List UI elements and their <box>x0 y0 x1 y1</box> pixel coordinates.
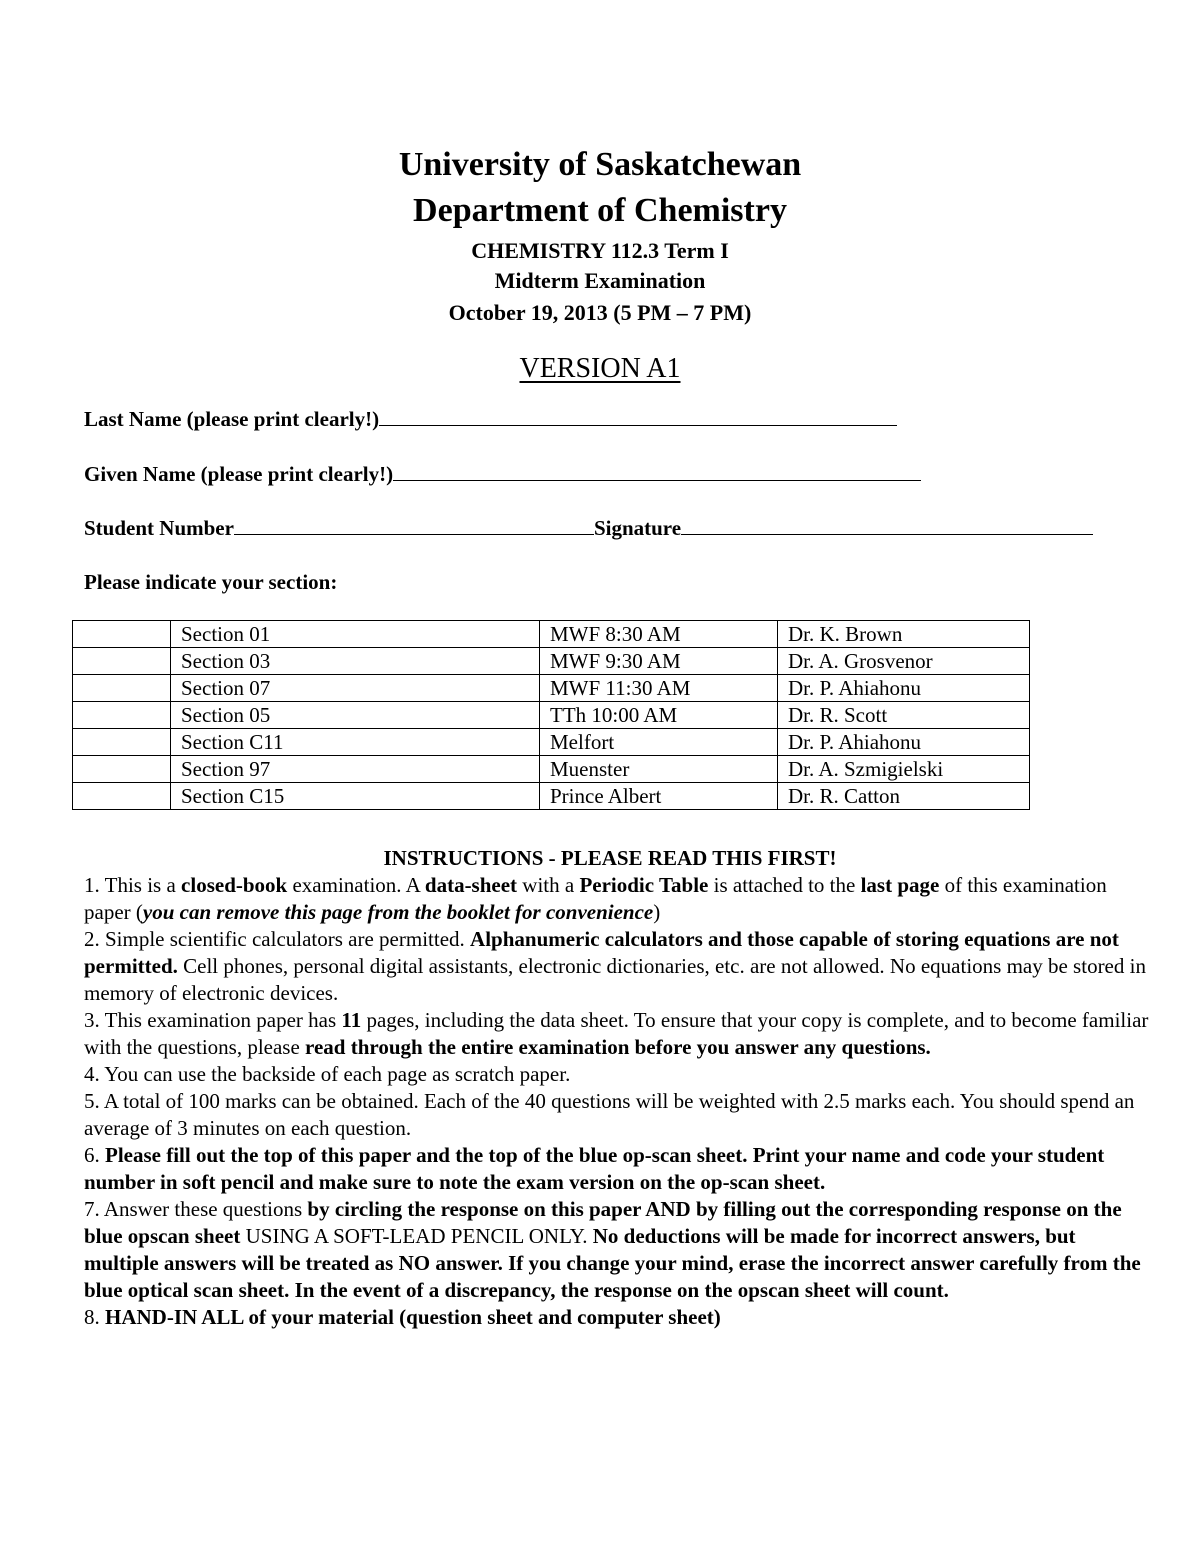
instructor-cell: Dr. A. Szmigielski <box>778 756 1030 783</box>
student-number-line[interactable] <box>234 514 594 535</box>
section-cell: Section 03 <box>171 648 540 675</box>
table-row <box>73 783 1030 810</box>
instructions-list <box>84 872 1154 1331</box>
signature-label: Signature <box>593 516 682 540</box>
last-name-field[interactable] <box>84 405 897 433</box>
time-cell: Muenster <box>540 756 778 783</box>
student-number-field[interactable] <box>84 514 1093 542</box>
student-number-label: Student Number <box>84 516 234 540</box>
instructor-cell: Dr. A. Grosvenor <box>778 648 1030 675</box>
table-row <box>73 675 1030 702</box>
instructor-cell: Dr. P. Ahiahonu <box>778 729 1030 756</box>
department-title: Department of Chemistry <box>413 192 787 229</box>
time-cell: Melfort <box>540 729 778 756</box>
given-name-label: Given Name (please print clearly!) <box>84 462 394 486</box>
version-text: VERSION A1 <box>519 353 681 384</box>
section-cell: Section 97 <box>171 756 540 783</box>
section-table <box>72 620 1030 810</box>
last-name-line[interactable] <box>379 405 897 426</box>
section-checkbox-cell[interactable] <box>73 783 171 810</box>
section-checkbox-cell[interactable] <box>73 675 171 702</box>
instruction-item-2: 2. Simple scientific calculators are permitted. Alphanumeric calculators and those capable of storing equations are not permitted. Cell phones, personal digital assistants, electronic dictionaries, etc. are not allowed. No equations may be stored in memory of electronic devices. <box>84 927 1146 1005</box>
course-title: CHEMISTRY 112.3 Term I <box>471 238 729 263</box>
section-checkbox-cell[interactable] <box>73 729 171 756</box>
version-label <box>0 350 1200 388</box>
table-row <box>73 756 1030 783</box>
time-cell: MWF 9:30 AM <box>540 648 778 675</box>
given-name-line[interactable] <box>393 460 921 481</box>
section-cell: Section C11 <box>171 729 540 756</box>
table-row <box>73 702 1030 729</box>
last-name-label: Last Name (please print clearly!) <box>84 407 380 431</box>
section-prompt: Please indicate your section: <box>84 570 338 594</box>
time-cell: MWF 11:30 AM <box>540 675 778 702</box>
instructor-cell: Dr. R. Scott <box>778 702 1030 729</box>
section-cell: Section 05 <box>171 702 540 729</box>
instruction-item-1: 1. This is a closed-book examination. A data-sheet with a Periodic Table is attached to the last page of this examination paper (you can remove this page from the booklet for convenience) <box>84 873 1107 924</box>
instruction-item-8: 8. HAND-IN ALL of your material (question sheet and computer sheet) <box>84 1305 721 1329</box>
table-row <box>73 729 1030 756</box>
instruction-item-3: 3. This examination paper has 11 pages, including the data sheet. To ensure that your copy is complete, and to become familiar with the questions, please read through the entire examination before you answer any questions. <box>84 1008 1149 1059</box>
section-cell: Section 01 <box>171 621 540 648</box>
section-cell: Section 07 <box>171 675 540 702</box>
section-checkbox-cell[interactable] <box>73 756 171 783</box>
given-name-field[interactable] <box>84 460 921 488</box>
section-checkbox-cell[interactable] <box>73 648 171 675</box>
table-row <box>73 648 1030 675</box>
time-cell: TTh 10:00 AM <box>540 702 778 729</box>
time-cell: Prince Albert <box>540 783 778 810</box>
university-title: University of Saskatchewan <box>398 146 802 183</box>
table-row <box>73 621 1030 648</box>
instruction-item-5: 5. A total of 100 marks can be obtained. Each of the 40 questions will be weighted with 2.5 marks each. You should spend an average of 3 minutes on each question. <box>84 1089 1135 1140</box>
instructor-cell: Dr. P. Ahiahonu <box>778 675 1030 702</box>
exam-title: Midterm Examination <box>494 268 706 293</box>
instructions-title: INSTRUCTIONS - PLEASE READ THIS FIRST! <box>383 846 837 870</box>
time-cell: MWF 8:30 AM <box>540 621 778 648</box>
instruction-item-6: 6. Please fill out the top of this paper and the top of the blue op-scan sheet. Print your name and code your student number in soft pencil and make sure to note the exam version on the op-scan sheet. <box>84 1143 1105 1194</box>
exam-date: October 19, 2013 (5 PM – 7 PM) <box>448 300 752 325</box>
section-checkbox-cell[interactable] <box>73 621 171 648</box>
instructor-cell: Dr. R. Catton <box>778 783 1030 810</box>
instruction-item-4: 4. You can use the backside of each page as scratch paper. <box>84 1062 571 1086</box>
instructor-cell: Dr. K. Brown <box>778 621 1030 648</box>
section-checkbox-cell[interactable] <box>73 702 171 729</box>
signature-line[interactable] <box>681 514 1093 535</box>
section-cell: Section C15 <box>171 783 540 810</box>
instruction-item-7: 7. Answer these questions by circling the response on this paper AND by filling out the corresponding response on the blue opscan sheet USING A SOFT-LEAD PENCIL ONLY. No deductions will be made for incorrect answers, but multiple answers will be treated as NO answer. If you change your mind, erase the incorrect answer carefully from the blue optical scan sheet. In the event of a discrepancy, the response on the opscan sheet will count. <box>84 1197 1141 1302</box>
